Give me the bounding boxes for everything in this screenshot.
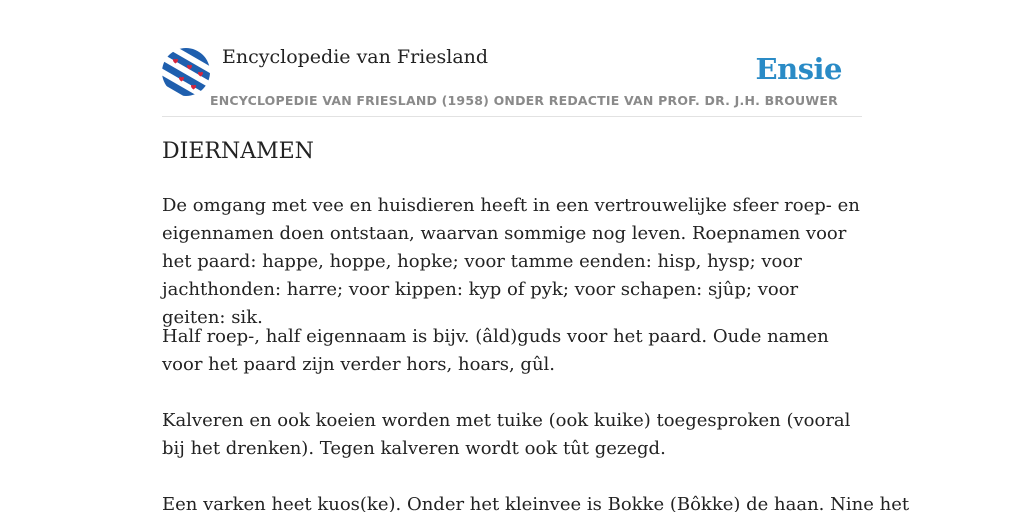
article-paragraph: Kalveren en ook koeien worden met tuike (ook kuike) toegesproken (vooral bij het drenken). Tegen kalveren wordt ook tût gezegd. <box>162 410 851 459</box>
header <box>162 44 862 117</box>
article-paragraph: Een varken heet kuos(ke). Onder het kleinvee is Bokke (Bôkke) de haan. Nine het <box>162 494 910 512</box>
book-title[interactable]: Encyclopedie van Friesland <box>222 46 489 68</box>
article-paragraph: Half roep-, half eigennaam is bijv. (âld)guds voor het paard. Oude namen voor het paard zijn verder hors, hoars, gûl. <box>162 326 829 375</box>
source-subtitle: ENCYCLOPEDIE VAN FRIESLAND (1958) ONDER REDACTIE VAN PROF. DR. J.H. BROUWER <box>210 93 838 108</box>
ensie-logo-link[interactable]: Ensie <box>755 52 842 86</box>
article-paragraph: De omgang met vee en huisdieren heeft in een vertrouwelijke sfeer roep- en eigennamen doen ontstaan, waarvan sommige nog leven. Roepnamen voor het paard: happe, hoppe, hopke; voor tamme eenden: hisp, hysp; voor jachthonden: harre; voor kippen: kyp of pyk; voor schapen: sjûp; voor geiten: sik. <box>162 195 860 328</box>
frisian-flag-icon[interactable] <box>162 48 210 96</box>
article-title: DIERNAMEN <box>162 139 314 164</box>
